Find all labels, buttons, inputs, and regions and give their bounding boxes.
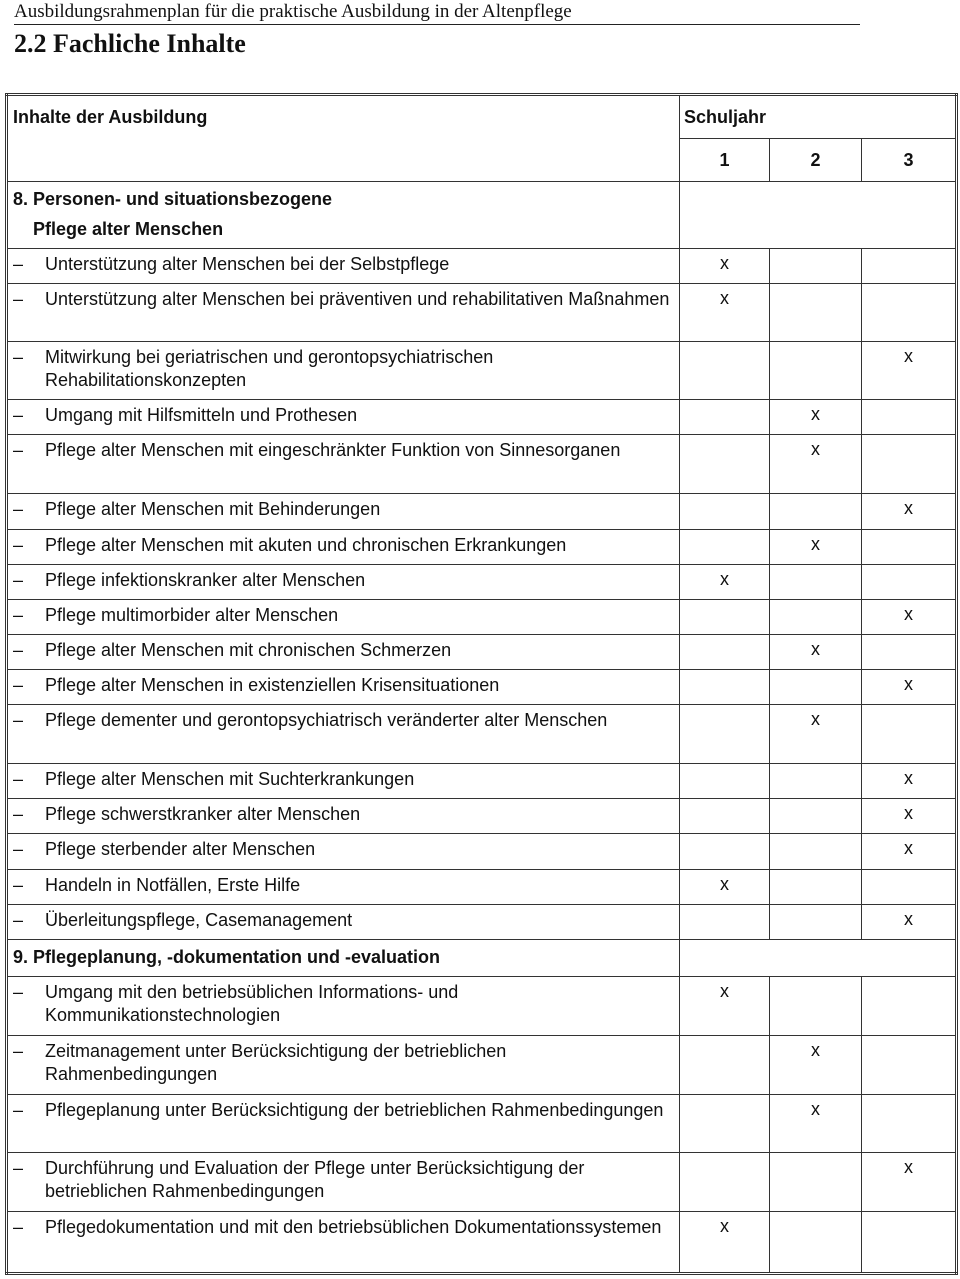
content-cell [7, 1095, 680, 1153]
table-row [7, 565, 957, 600]
year-1-cell [680, 764, 770, 799]
content-text: Pflegedokumentation und mit den betriebsüblichen Dokumentationssystemen [45, 1217, 662, 1237]
content-cell [7, 799, 680, 834]
dash-bullet: – [13, 839, 24, 859]
year-1-cell: x [680, 977, 770, 1036]
year-1-cell [680, 600, 770, 635]
year-1-cell [680, 705, 770, 764]
year-2-cell [770, 494, 862, 530]
content-cell [7, 530, 680, 565]
content-cell [7, 764, 680, 799]
year-3-cell: x [862, 834, 957, 870]
year-2-cell [770, 600, 862, 635]
content-text: Pflege schwerstkranker alter Menschen [45, 804, 361, 824]
year-1-cell: x [680, 1212, 770, 1274]
school-year-header: Schuljahr [680, 95, 957, 139]
year-3-cell: x [862, 799, 957, 834]
year-3-cell [862, 1095, 957, 1153]
year-1-cell [680, 670, 770, 705]
table-row [7, 530, 957, 565]
dash-bullet: – [13, 875, 24, 895]
year-3-cell: x [862, 494, 957, 530]
year-1-cell [680, 400, 770, 435]
dash-bullet: – [13, 1158, 24, 1178]
year-2-cell: x [770, 1095, 862, 1153]
content-cell [7, 635, 680, 670]
content-text: Pflege alter Menschen mit eingeschränkter Funktion von Sinnesorganen [45, 440, 621, 460]
table-row [7, 284, 957, 342]
dash-bullet: – [13, 605, 24, 625]
dash-bullet: – [13, 1041, 24, 1061]
section-year-cell [680, 940, 957, 977]
dash-bullet: – [13, 710, 24, 730]
year-3-cell [862, 977, 957, 1036]
content-text: Mitwirkung bei geriatrischen und gerontopsychiatrischen Rehabilitationskonzepten [45, 347, 494, 390]
year-2-cell: x [770, 400, 862, 435]
year-2-cell [770, 342, 862, 400]
section-title [7, 940, 680, 977]
year-2-cell [770, 764, 862, 799]
table-row [7, 764, 957, 799]
year-2-cell: x [770, 635, 862, 670]
section-heading: 2.2 Fachliche Inhalte [14, 29, 246, 58]
year-1-cell [680, 799, 770, 834]
section-year-cell [680, 182, 957, 249]
content-cell [7, 1036, 680, 1095]
year-3-cell [862, 249, 957, 284]
content-cell [7, 834, 680, 870]
content-text: Pflege alter Menschen mit chronischen Schmerzen [45, 640, 452, 660]
year-2-cell: x [770, 435, 862, 494]
year-3-cell [862, 1036, 957, 1095]
year-2-cell [770, 565, 862, 600]
year-2-cell [770, 1153, 862, 1212]
year-3-cell: x [862, 905, 957, 940]
year-3-cell [862, 530, 957, 565]
year-1-cell [680, 1095, 770, 1153]
table-row [7, 1036, 957, 1095]
year-3-cell [862, 1212, 957, 1274]
table-row [7, 705, 957, 764]
content-text: Handeln in Notfällen, Erste Hilfe [45, 875, 301, 895]
table-row [7, 905, 957, 940]
content-cell [7, 1153, 680, 1212]
year-1-cell: x [680, 284, 770, 342]
dash-bullet: – [13, 570, 24, 590]
year-2-cell [770, 834, 862, 870]
year-2-cell [770, 870, 862, 905]
table-row [7, 977, 957, 1036]
dash-bullet: – [13, 769, 24, 789]
year-3-cell [862, 705, 957, 764]
year-2-cell: x [770, 1036, 862, 1095]
table-row [7, 435, 957, 494]
content-cell [7, 284, 680, 342]
year-2-header: 2 [770, 139, 862, 182]
year-1-cell [680, 494, 770, 530]
content-text: Unterstützung alter Menschen bei präventiven und rehabilitativen Maßnahmen [45, 289, 670, 309]
year-2-cell [770, 905, 862, 940]
section-title [7, 182, 680, 249]
content-cell [7, 494, 680, 530]
year-1-cell: x [680, 565, 770, 600]
table-row [7, 494, 957, 530]
dash-bullet: – [13, 499, 24, 519]
content-text: Pflegeplanung unter Berücksichtigung der betrieblichen Rahmenbedingungen [45, 1100, 664, 1120]
content-cell [7, 870, 680, 905]
dash-bullet: – [13, 675, 24, 695]
dash-bullet: – [13, 1217, 24, 1237]
year-3-cell [862, 565, 957, 600]
content-cell [7, 249, 680, 284]
table-row [7, 635, 957, 670]
table-row [7, 799, 957, 834]
curriculum-table [5, 93, 958, 1275]
year-2-cell: x [770, 530, 862, 565]
year-3-cell: x [862, 670, 957, 705]
content-text: Pflege infektionskranker alter Menschen [45, 570, 366, 590]
year-1-cell [680, 1153, 770, 1212]
year-1-cell: x [680, 870, 770, 905]
year-3-cell: x [862, 1153, 957, 1212]
table-row [7, 249, 957, 284]
content-cell [7, 435, 680, 494]
year-3-cell [862, 284, 957, 342]
year-2-cell [770, 249, 862, 284]
content-cell [7, 1212, 680, 1274]
content-text: Überleitungspflege, Casemanagement [45, 910, 353, 930]
content-cell [7, 670, 680, 705]
content-cell [7, 565, 680, 600]
year-3-cell: x [862, 764, 957, 799]
table-row [7, 834, 957, 870]
section-title-line: 8. Personen- und situationsbezogene [13, 189, 333, 209]
dash-bullet: – [13, 254, 24, 274]
content-cell [7, 705, 680, 764]
year-3-cell: x [862, 342, 957, 400]
table-row [7, 400, 957, 435]
content-text: Pflege alter Menschen mit Behinderungen [45, 499, 381, 519]
content-text: Durchführung und Evaluation der Pflege unter Berücksichtigung der betrieblichen Rahmenbedingungen [45, 1158, 585, 1201]
year-1-cell [680, 342, 770, 400]
content-text: Pflege alter Menschen mit akuten und chronischen Erkrankungen [45, 535, 567, 555]
dash-bullet: – [13, 982, 24, 1002]
section-row [7, 182, 957, 249]
content-cell [7, 905, 680, 940]
dash-bullet: – [13, 440, 24, 460]
content-cell [7, 400, 680, 435]
year-2-cell [770, 670, 862, 705]
dash-bullet: – [13, 910, 24, 930]
table-row [7, 1212, 957, 1274]
year-1-cell [680, 834, 770, 870]
dash-bullet: – [13, 804, 24, 824]
content-cell [7, 600, 680, 635]
dash-bullet: – [13, 289, 24, 309]
table-row [7, 1095, 957, 1153]
section-title-line: Pflege alter Menschen [13, 219, 224, 239]
section-title-line: 9. Pflegeplanung, -dokumentation und -evaluation [13, 947, 441, 967]
content-cell [7, 977, 680, 1036]
year-3-cell [862, 635, 957, 670]
year-1-header: 1 [680, 139, 770, 182]
year-2-cell [770, 284, 862, 342]
year-3-cell [862, 435, 957, 494]
table-row [7, 600, 957, 635]
year-3-cell [862, 870, 957, 905]
dash-bullet: – [13, 535, 24, 555]
content-text: Zeitmanagement unter Berücksichtigung der betrieblichen Rahmenbedingungen [45, 1041, 507, 1084]
content-text: Pflege sterbender alter Menschen [45, 839, 316, 859]
content-text: Pflege alter Menschen in existenziellen Krisensituationen [45, 675, 500, 695]
content-text: Pflege multimorbider alter Menschen [45, 605, 339, 625]
dash-bullet: – [13, 1100, 24, 1120]
year-1-cell [680, 905, 770, 940]
dash-bullet: – [13, 347, 24, 367]
year-3-header: 3 [862, 139, 957, 182]
table-row [7, 870, 957, 905]
year-1-cell [680, 530, 770, 565]
year-2-cell: x [770, 705, 862, 764]
year-2-cell [770, 977, 862, 1036]
content-text: Pflege dementer und gerontopsychiatrisch veränderter alter Menschen [45, 710, 608, 730]
dash-bullet: – [13, 640, 24, 660]
year-1-cell [680, 435, 770, 494]
year-3-cell: x [862, 600, 957, 635]
year-2-cell [770, 799, 862, 834]
content-text: Unterstützung alter Menschen bei der Selbstpflege [45, 254, 450, 274]
section-row [7, 940, 957, 977]
year-2-cell [770, 1212, 862, 1274]
content-text: Pflege alter Menschen mit Suchterkrankungen [45, 769, 415, 789]
content-cell [7, 342, 680, 400]
content-text: Umgang mit Hilfsmitteln und Prothesen [45, 405, 358, 425]
year-1-cell: x [680, 249, 770, 284]
table-row [7, 670, 957, 705]
document-running-title: Ausbildungsrahmenplan für die praktische Ausbildung in der Altenpflege [14, 0, 860, 25]
table-row [7, 1153, 957, 1212]
dash-bullet: – [13, 405, 24, 425]
year-3-cell [862, 400, 957, 435]
content-column-header: Inhalte der Ausbildung [7, 95, 680, 182]
content-text: Umgang mit den betriebsüblichen Informations- und Kommunikationstechnologien [45, 982, 459, 1025]
table-row [7, 342, 957, 400]
year-1-cell [680, 1036, 770, 1095]
year-1-cell [680, 635, 770, 670]
